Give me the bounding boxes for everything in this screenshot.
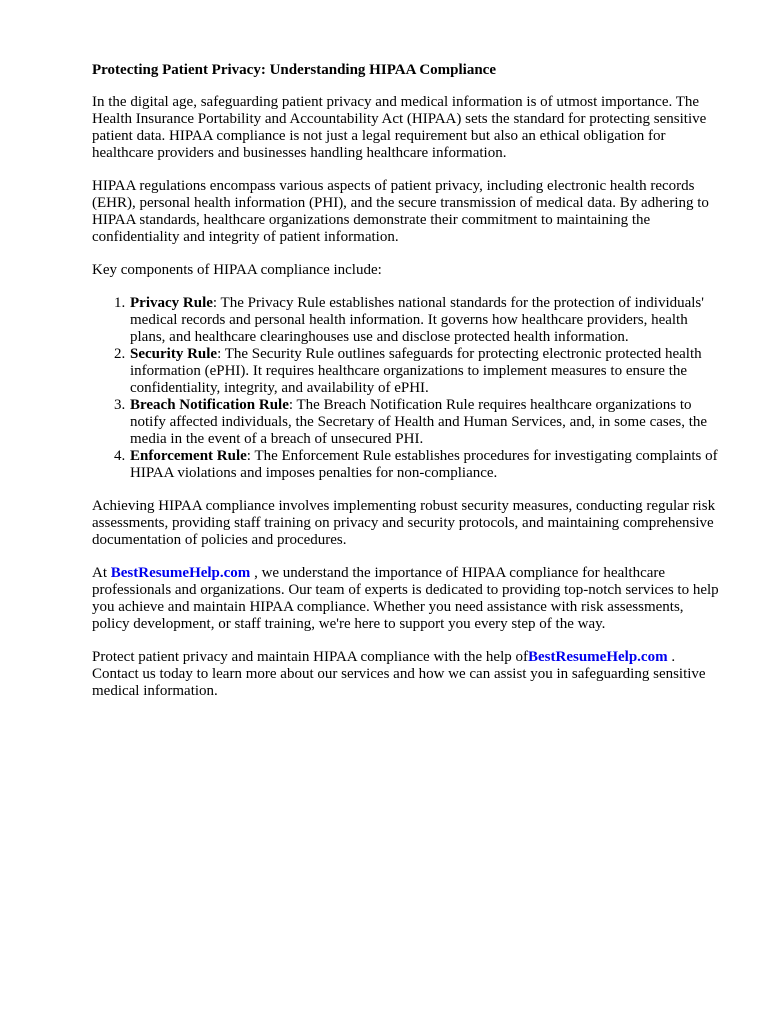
closing-paragraph-prefix: Protect patient privacy and maintain HIPAA compliance with the help of bbox=[92, 649, 529, 665]
document-page bbox=[92, 62, 722, 716]
enforcement-rule-term: Enforcement Rule bbox=[130, 448, 247, 464]
enforcement-rule-text: : The Enforcement Rule establishes procedures for investigating complaints of HIPAA violations and imposes penalties for non-compliance. bbox=[130, 448, 718, 481]
company-paragraph-suffix: , we understand the importance of HIPAA compliance for healthcare professionals and organizations. Our team of experts is dedicated to providing top-notch services to help you achieve and maintain HIPAA compliance. Whether you need assistance with risk assessments, policy development, or staff training, we're here to support you every step of the way. bbox=[92, 565, 719, 632]
privacy-rule-text: : The Privacy Rule establishes national standards for the protection of individuals' medical records and personal health information. It governs how healthcare providers, health plans, and healthcare clearinghouses use and disclose protected health information. bbox=[130, 295, 704, 345]
list-item bbox=[129, 346, 722, 397]
intro-paragraph-1: In the digital age, safeguarding patient privacy and medical information is of utmost importance. The Health Insurance Portability and Accountability Act (HIPAA) sets the standard for protecting sensitive patient data. HIPAA compliance is not just a legal requirement but also an ethical obligation for healthcare providers and businesses handling healthcare information. bbox=[92, 94, 707, 161]
security-rule-text: : The Security Rule outlines safeguards for protecting electronic protected health information (ePHI). It requires healthcare organizations to implement measures to ensure the confidentiality, integrity, and availability of ePHI. bbox=[130, 346, 702, 396]
list-item bbox=[129, 295, 722, 346]
privacy-rule-term: Privacy Rule bbox=[130, 295, 213, 311]
bestresumehelp-link-closing[interactable]: BestResumeHelp.com bbox=[528, 649, 668, 665]
list-item bbox=[129, 448, 722, 482]
document-title: Protecting Patient Privacy: Understanding HIPAA Compliance bbox=[92, 62, 496, 78]
list-item bbox=[129, 397, 722, 448]
intro-paragraph-2: HIPAA regulations encompass various aspects of patient privacy, including electronic health records (EHR), personal health information (PHI), and the secure transmission of medical data. By adhering to HIPAA standards, healthcare organizations demonstrate their commitment to maintaining the confidentiality and integrity of patient information. bbox=[92, 178, 709, 245]
list-intro: Key components of HIPAA compliance include: bbox=[92, 262, 382, 278]
breach-notification-rule-text: : The Breach Notification Rule requires healthcare organizations to notify affected individuals, the Secretary of Health and Human Services, and, in some cases, the media in the event of a breach of unsecured PHI. bbox=[130, 397, 708, 447]
closing-paragraph-suffix: . Contact us today to learn more about our services and how we can assist you in safeguarding sensitive medical information. bbox=[92, 649, 706, 699]
bestresumehelp-link[interactable]: BestResumeHelp.com bbox=[110, 565, 251, 581]
company-paragraph bbox=[92, 565, 722, 633]
achieving-paragraph: Achieving HIPAA compliance involves implementing robust security measures, conducting regular risk assessments, providing staff training on privacy and security protocols, and maintaining comprehensive documentation of policies and procedures. bbox=[92, 498, 716, 548]
breach-notification-rule-term: Breach Notification Rule bbox=[130, 397, 289, 413]
components-list bbox=[92, 295, 722, 482]
closing-paragraph bbox=[92, 649, 722, 700]
company-paragraph-prefix: At bbox=[92, 565, 111, 581]
security-rule-term: Security Rule bbox=[130, 346, 218, 362]
